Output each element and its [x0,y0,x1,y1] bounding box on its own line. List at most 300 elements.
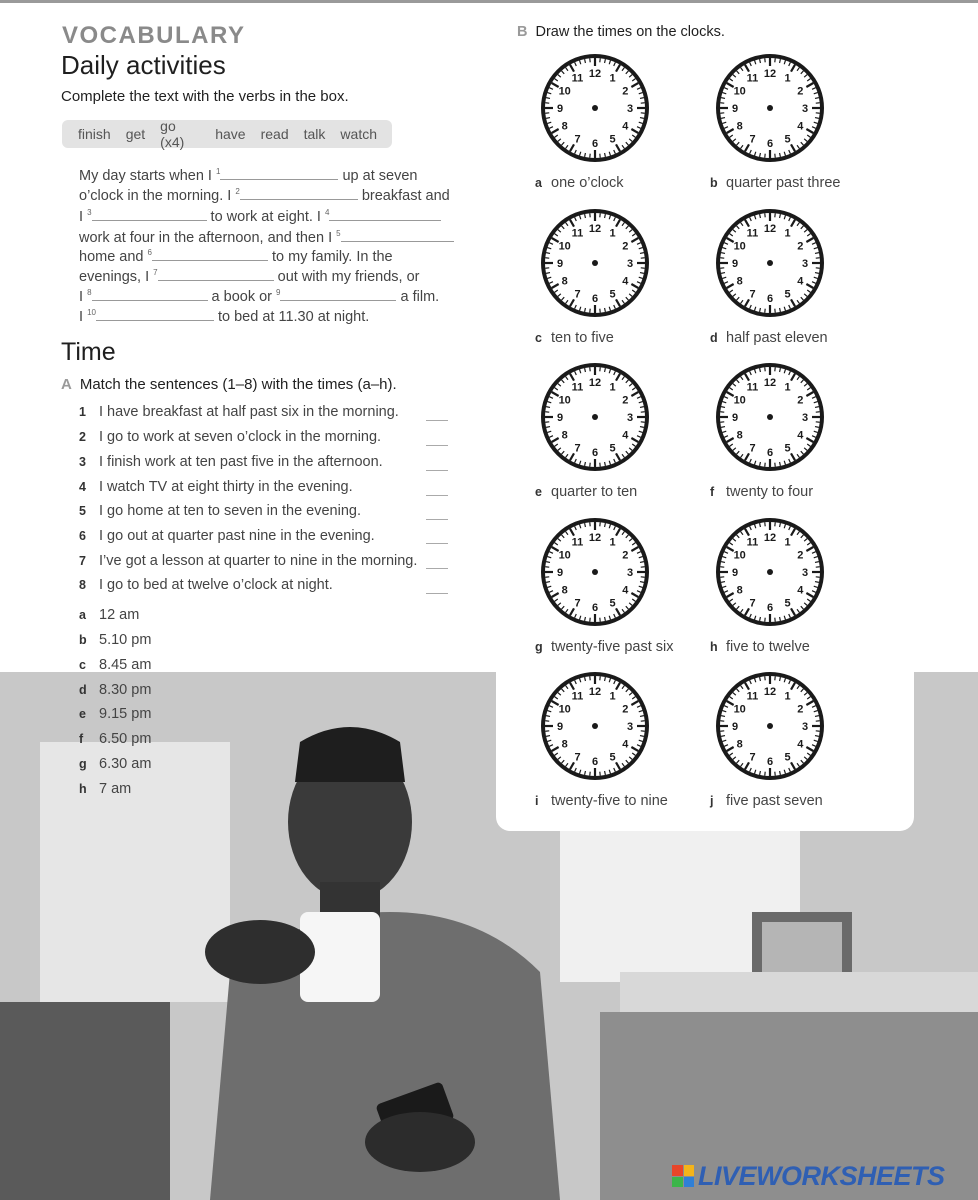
clock-numeral: 12 [588,68,602,80]
text-line: home and $^6$ to my family. In the [79,248,393,265]
clock-tick [640,98,644,99]
clock-center [592,260,598,266]
clock-tick [815,407,819,408]
clock-numeral: 7 [574,597,581,610]
clock-center [592,105,598,111]
match-answer-6[interactable] [426,543,448,544]
clock-numeral: 4 [622,120,629,133]
clock-tick [640,736,644,737]
clock-tick [721,562,725,563]
clock-numeral: 9 [731,103,739,115]
clock-caption-h [710,639,810,655]
clock-numeral: 11 [746,690,759,703]
clock-numeral: 4 [622,584,629,597]
clock-tick [815,582,819,583]
clock-tick [760,59,761,63]
clock-numeral: 8 [561,738,568,751]
clock-tick [815,716,819,717]
clock-numeral: 11 [746,381,759,394]
answer-gap-3[interactable] [92,207,207,221]
clock-caption-f [710,484,813,500]
clock-numeral: 12 [588,686,602,698]
clock-numeral: 9 [731,258,739,270]
clock-tick [780,771,781,775]
clock-numeral: 5 [609,597,616,610]
text-line: My day starts when I $^1$ up at seven [79,167,418,184]
clock-numeral: 6 [591,138,599,150]
clock-tick [780,59,781,63]
clock-center [592,723,598,729]
clock-tick [546,736,550,737]
logo-square [684,1177,695,1188]
clock-numeral: 2 [797,85,804,98]
clock-tick [605,153,606,157]
clock-numeral: 7 [574,442,581,455]
clock-numeral: 1 [784,690,791,703]
clock-numeral: 4 [622,429,629,442]
clock-tick [546,582,550,583]
clock-tick [585,617,586,621]
clock-numeral: 12 [588,532,602,544]
clock-tick [760,617,761,621]
match-answer-1[interactable] [426,420,448,421]
clock-numeral: 9 [731,412,739,424]
clock-tick [640,118,644,119]
clock-tick [546,273,550,274]
clock-tick [780,462,781,466]
clock-tick [780,153,781,157]
clock-tick [780,523,781,527]
clock-tick [640,427,644,428]
clock-tick [721,427,725,428]
clock-numeral: 9 [731,567,739,579]
clock-numeral: 6 [591,447,599,459]
clock-center [767,105,773,111]
clock-face-g[interactable] [539,516,651,628]
clock-numeral: 10 [558,703,571,716]
clock-tick [721,253,725,254]
time-option: g 6.30 am [79,756,152,772]
clock-numeral: 4 [622,275,629,288]
clock-tick [585,214,586,218]
clock-numeral: 9 [556,412,564,424]
clock-numeral: 11 [571,381,584,394]
logo-text: LIVEWORKSHEETS [698,1160,945,1191]
match-answer-4[interactable] [426,495,448,496]
answer-gap-8[interactable] [92,287,208,301]
clock-numeral: 3 [626,103,634,115]
clock-numeral: 10 [558,549,571,562]
clock-numeral: 8 [561,584,568,597]
clock-tick [546,118,550,119]
word-box-item: watch [340,126,377,142]
clock-numeral: 5 [784,442,791,455]
clock-label: twenty-five past six [551,639,674,655]
clock-numeral: 3 [801,567,809,579]
clock-face-h[interactable] [714,516,826,628]
answer-gap-9[interactable] [280,287,396,301]
word-box [62,120,392,148]
sentence-item: 3 I finish work at ten past five in the afternoon. [79,454,383,470]
sentence-item: 7 I’ve got a lesson at quarter to nine in the morning. [79,553,418,569]
clock-numeral: 5 [784,133,791,146]
answer-gap-4[interactable] [329,207,441,221]
clock-numeral: 12 [588,377,602,389]
clock-numeral: 11 [571,72,584,85]
clock-numeral: 4 [797,275,804,288]
clock-label: ten to five [551,330,614,346]
clock-tick [760,368,761,372]
logo-square [672,1165,683,1176]
clock-numeral: 2 [622,394,629,407]
clock-tick [546,716,550,717]
clock-numeral: 3 [626,412,634,424]
clock-numeral: 1 [609,72,616,85]
clock-numeral: 3 [626,567,634,579]
clock-label: quarter past three [726,175,841,191]
clock-tick [780,214,781,218]
clock-tick [721,273,725,274]
clock-numeral: 8 [736,584,743,597]
clock-numeral: 9 [731,721,739,733]
clock-letter: i [535,794,539,808]
clock-tick [640,582,644,583]
clock-center [767,414,773,420]
clock-numeral: 11 [571,536,584,549]
clock-label: five past seven [726,793,823,809]
clock-face-f[interactable] [714,361,826,473]
clock-face-i[interactable] [539,670,651,782]
clock-tick [585,462,586,466]
clock-numeral: 1 [784,381,791,394]
sentence-item: 5 I go home at ten to seven in the evening. [79,503,361,519]
clock-tick [780,368,781,372]
clock-letter: b [710,176,718,190]
answer-gap-5[interactable] [341,228,454,242]
clock-tick [546,253,550,254]
clock-numeral: 1 [784,536,791,549]
answer-gap-10[interactable] [96,307,214,321]
clock-numeral: 2 [797,240,804,253]
clock-numeral: 4 [622,738,629,751]
clock-numeral: 6 [591,293,599,305]
clock-tick [760,462,761,466]
time-option: d 8.30 pm [79,682,152,698]
clock-numeral: 12 [763,68,777,80]
clock-numeral: 2 [622,703,629,716]
clock-tick [760,153,761,157]
clock-caption-j [710,793,823,809]
clock-numeral: 2 [622,240,629,253]
clock-tick [605,771,606,775]
logo-square [672,1177,683,1188]
clock-face-j[interactable] [714,670,826,782]
clock-tick [760,214,761,218]
answer-gap-7[interactable] [158,267,274,281]
time-option: h 7 am [79,781,132,797]
clock-numeral: 8 [736,275,743,288]
clock-center [592,569,598,575]
clock-numeral: 10 [733,85,746,98]
clock-tick [546,562,550,563]
clock-label: five to twelve [726,639,810,655]
sentence-item: 1 I have breakfast at half past six in the morning. [79,404,399,420]
clock-numeral: 5 [784,597,791,610]
word-box-item: have [215,126,246,142]
clock-tick [605,677,606,681]
clock-numeral: 7 [574,133,581,146]
clock-tick [721,582,725,583]
clock-numeral: 10 [558,240,571,253]
clock-letter: h [710,640,718,654]
time-option: e 9.15 pm [79,706,152,722]
clock-caption-a [535,175,624,191]
clock-caption-i [535,793,668,809]
clock-label: twenty to four [726,484,814,500]
clock-tick [605,462,606,466]
clock-numeral: 11 [571,227,584,240]
clock-tick [760,523,761,527]
clock-numeral: 2 [622,549,629,562]
clock-center [592,414,598,420]
clock-numeral: 11 [571,690,584,703]
clock-numeral: 5 [784,751,791,764]
clock-numeral: 11 [746,72,759,85]
clock-numeral: 12 [763,223,777,235]
clock-numeral: 3 [801,412,809,424]
clock-numeral: 9 [556,721,564,733]
clock-numeral: 5 [784,288,791,301]
time-option: f 6.50 pm [79,731,152,747]
clock-caption-e [535,484,637,500]
clock-numeral: 1 [609,381,616,394]
clock-tick [546,427,550,428]
word-box-item: read [260,126,289,142]
clock-numeral: 6 [591,756,599,768]
text-line: o’clock in the morning. I $^2$ breakfast and [79,187,450,204]
clock-tick [780,308,781,312]
clock-tick [780,617,781,621]
clock-tick [585,523,586,527]
clock-numeral: 7 [749,442,756,455]
clock-numeral: 6 [766,602,774,614]
clock-numeral: 2 [797,549,804,562]
clock-tick [605,59,606,63]
clock-letter: a [535,176,542,190]
clock-tick [640,273,644,274]
clock-tick [815,253,819,254]
clock-caption-d [710,330,828,346]
clock-numeral: 10 [558,85,571,98]
top-rule [0,0,978,3]
clock-numeral: 3 [626,721,634,733]
clock-numeral: 7 [749,751,756,764]
match-answer-5[interactable] [426,519,448,520]
clock-tick [640,253,644,254]
clock-numeral: 7 [574,288,581,301]
section-title-daily-activities: Daily activities [61,50,226,80]
clock-caption-b [710,175,840,191]
clock-numeral: 4 [797,584,804,597]
clock-face-a[interactable] [539,52,651,164]
clock-numeral: 4 [797,429,804,442]
match-answer-7[interactable] [426,568,448,569]
sentence-item: 8 I go to bed at twelve o’clock at night. [79,577,333,593]
sentence-item: 2 I go to work at seven o’clock in the morning. [79,429,382,445]
clock-tick [585,368,586,372]
clock-tick [585,59,586,63]
text-line: I $^8$ a book or $^9$ a film. [79,288,440,305]
clock-numeral: 1 [784,72,791,85]
word-box-item: finish [78,126,111,142]
clock-tick [780,677,781,681]
clock-numeral: 6 [766,447,774,459]
clock-label: quarter to ten [551,484,638,500]
clock-numeral: 6 [766,293,774,305]
clock-numeral: 8 [561,120,568,133]
clock-face-c[interactable] [539,207,651,319]
answer-gap-2[interactable] [240,186,358,200]
clock-center [767,723,773,729]
clock-numeral: 7 [749,597,756,610]
clock-tick [605,214,606,218]
clock-numeral: 9 [556,567,564,579]
section-title-time: Time [61,338,116,366]
clock-letter: j [710,794,714,808]
clock-numeral: 5 [609,751,616,764]
clock-numeral: 10 [733,549,746,562]
clock-numeral: 3 [626,258,634,270]
clock-label: twenty-five to nine [551,793,668,809]
task-a-instruction: A Match the sentences (1–8) with the times (a–h). [61,376,397,393]
clock-numeral: 4 [797,120,804,133]
instruction-text: Complete the text with the verbs in the box. [61,88,349,105]
text-line: I $^3$ to work at eight. I $^4$ [79,207,441,225]
clock-numeral: 6 [591,602,599,614]
clock-face-b[interactable] [714,52,826,164]
clock-face-e[interactable] [539,361,651,473]
clock-numeral: 1 [609,690,616,703]
clock-tick [640,716,644,717]
clock-numeral: 5 [609,288,616,301]
clock-letter: g [535,640,543,654]
clock-caption-c [535,330,614,346]
clock-numeral: 5 [609,442,616,455]
clock-tick [605,617,606,621]
clock-tick [721,716,725,717]
clock-numeral: 10 [733,394,746,407]
clock-tick [815,562,819,563]
sentence-item: 4 I watch TV at eight thirty in the evening. [79,479,353,495]
clock-tick [605,368,606,372]
clock-tick [815,98,819,99]
clock-numeral: 7 [749,133,756,146]
clock-tick [546,98,550,99]
time-option: b 5.10 pm [79,632,152,648]
vocabulary-heading: VOCABULARY [62,22,246,49]
word-box-item: go (x4) [160,118,185,150]
clock-numeral: 12 [763,377,777,389]
clock-numeral: 10 [558,394,571,407]
clock-numeral: 9 [556,258,564,270]
clock-numeral: 8 [561,429,568,442]
match-answer-2[interactable] [426,445,448,446]
answer-gap-1[interactable] [220,166,338,180]
clock-letter: f [710,485,715,499]
text-line: evenings, I $^7$ out with my friends, or [79,268,420,285]
clock-tick [585,677,586,681]
clock-numeral: 6 [766,138,774,150]
clock-numeral: 7 [749,288,756,301]
clock-numeral: 8 [561,275,568,288]
clock-numeral: 8 [736,429,743,442]
clock-tick [760,771,761,775]
clock-tick [721,736,725,737]
sentence-item: 6 I go out at quarter past nine in the evening. [79,528,375,544]
clock-tick [721,407,725,408]
word-box-item: talk [303,126,326,142]
logo-square [684,1165,695,1176]
clock-numeral: 3 [801,103,809,115]
clock-numeral: 4 [797,738,804,751]
clock-tick [546,407,550,408]
word-box-item: get [125,126,146,142]
task-b-instruction: B Draw the times on the clocks. [517,24,725,40]
clock-numeral: 2 [797,703,804,716]
clock-center [767,260,773,266]
clock-numeral: 12 [763,686,777,698]
clock-tick [815,118,819,119]
clock-tick [721,98,725,99]
answer-gap-6[interactable] [152,247,268,261]
clock-numeral: 8 [736,738,743,751]
clock-label: one o’clock [551,175,624,191]
clock-tick [760,677,761,681]
clock-numeral: 5 [609,133,616,146]
clock-numeral: 3 [801,721,809,733]
clock-numeral: 1 [609,227,616,240]
clock-tick [585,308,586,312]
clock-tick [605,308,606,312]
clock-numeral: 2 [622,85,629,98]
match-answer-3[interactable] [426,470,448,471]
match-answer-8[interactable] [426,593,448,594]
clock-numeral: 7 [574,751,581,764]
clock-center [767,569,773,575]
liveworksheets-logo [672,1162,945,1190]
clock-numeral: 9 [556,103,564,115]
logo-icon [672,1165,694,1187]
clock-numeral: 2 [797,394,804,407]
text-line: I $^{10}$ to bed at 11.30 at night. [79,308,370,325]
clock-numeral: 11 [746,227,759,240]
clock-numeral: 10 [733,240,746,253]
clock-numeral: 1 [784,227,791,240]
clock-label: half past eleven [726,330,828,346]
clock-face-d[interactable] [714,207,826,319]
clock-tick [815,273,819,274]
clock-tick [721,118,725,119]
clock-tick [760,308,761,312]
clock-letter: e [535,485,542,499]
clock-numeral: 10 [733,703,746,716]
clock-tick [585,153,586,157]
time-option: a 12 am [79,607,140,623]
clock-tick [815,427,819,428]
clock-tick [640,562,644,563]
clock-numeral: 12 [588,223,602,235]
clock-tick [605,523,606,527]
